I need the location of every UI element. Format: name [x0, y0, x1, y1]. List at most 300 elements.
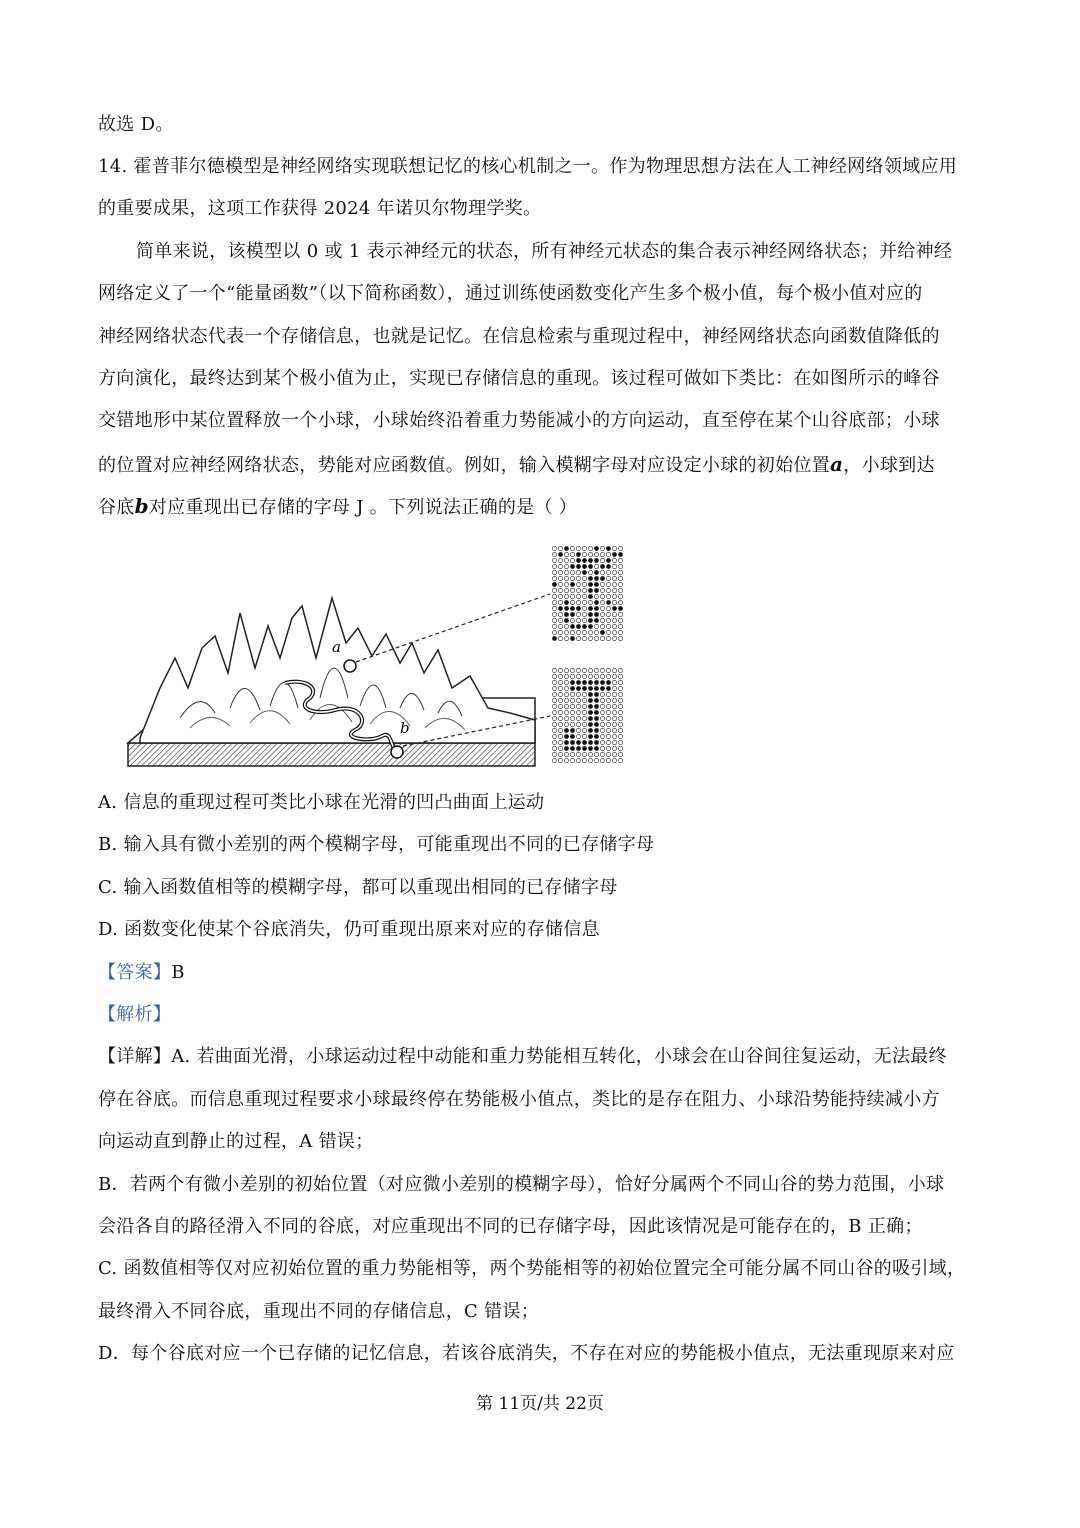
grid-dot	[588, 606, 592, 610]
grid-dot	[558, 692, 562, 696]
option-b: B. 输入具有微小差别的两个模糊字母，可能重现出不同的已存储字母	[98, 834, 655, 855]
grid-dot	[606, 600, 610, 604]
detail-line-7: 最终滑入不同谷底，重现出不同的存储信息，C 错误；	[98, 1301, 539, 1322]
grid-dot	[582, 558, 586, 562]
grid-dot	[594, 570, 598, 574]
grid-dot	[582, 636, 586, 640]
grid-dot	[618, 600, 622, 604]
grid-dot	[558, 546, 562, 550]
grid-dot	[564, 636, 568, 640]
grid-dot	[600, 576, 604, 580]
grid-dot	[600, 600, 604, 604]
grid-dot	[582, 722, 586, 726]
grid-dot	[558, 698, 562, 702]
grid-dot	[612, 606, 616, 610]
grid-dot	[588, 752, 592, 756]
grid-dot	[594, 686, 598, 690]
grid-dot	[570, 594, 574, 598]
grid-dot	[594, 618, 598, 622]
grid-dot	[618, 698, 622, 702]
grid-dot	[612, 704, 616, 708]
grid-dot	[582, 698, 586, 702]
detail-line-8: D．每个谷底对应一个已存储的记忆信息，若该谷底消失，不存在对应的势能极小值点，无法重现原来对应	[98, 1343, 955, 1364]
grid-dot	[552, 630, 556, 634]
grid-dot	[576, 600, 580, 604]
grid-dot	[606, 570, 610, 574]
grid-dot	[618, 734, 622, 738]
question-14-para-line-7	[98, 494, 577, 520]
grid-dot	[606, 636, 610, 640]
grid-dot	[618, 752, 622, 756]
grid-dot	[558, 630, 562, 634]
grid-dot	[552, 606, 556, 610]
grid-dot	[558, 618, 562, 622]
grid-dot	[576, 668, 580, 672]
grid-dot	[570, 674, 574, 678]
grid-dot	[576, 740, 580, 744]
grid-dot	[618, 668, 622, 672]
grid-dot	[588, 716, 592, 720]
grid-dot	[612, 576, 616, 580]
grid-dot	[582, 740, 586, 744]
grid-dot	[600, 612, 604, 616]
grid-dot	[570, 746, 574, 750]
grid-dot	[606, 558, 610, 562]
grid-dot	[570, 600, 574, 604]
grid-dot	[588, 686, 592, 690]
grid-dot	[582, 588, 586, 592]
grid-dot	[558, 612, 562, 616]
grid-dot	[552, 710, 556, 714]
grid-dot	[564, 674, 568, 678]
grid-dot	[612, 558, 616, 562]
grid-dot	[558, 752, 562, 756]
grid-dot	[594, 728, 598, 732]
grid-dot	[588, 680, 592, 684]
grid-dot	[570, 564, 574, 568]
grid-dot	[576, 546, 580, 550]
grid-dot	[564, 752, 568, 756]
para-line-7-tail: 对应重现出已存储的字母 J 。下列说法正确的是（ ）	[148, 497, 578, 518]
grid-dot	[576, 576, 580, 580]
grid-dot	[600, 740, 604, 744]
grid-dot	[582, 668, 586, 672]
grid-dot	[612, 668, 616, 672]
text-line-conclusion: 故选 D。	[98, 114, 174, 135]
grid-dot	[594, 692, 598, 696]
grid-dot	[600, 552, 604, 556]
grid-dot	[570, 630, 574, 634]
grid-dot	[558, 576, 562, 580]
grid-dot	[552, 576, 556, 580]
grid-dot	[594, 594, 598, 598]
grid-dot	[606, 704, 610, 708]
grid-dot	[594, 636, 598, 640]
grid-dot	[612, 692, 616, 696]
grid-dot	[570, 686, 574, 690]
grid-dot	[588, 636, 592, 640]
grid-dot	[558, 552, 562, 556]
grid-dot	[576, 686, 580, 690]
grid-dot	[564, 564, 568, 568]
grid-dot	[588, 704, 592, 708]
grid-dot	[612, 698, 616, 702]
grid-dot	[618, 612, 622, 616]
grid-dot	[582, 716, 586, 720]
grid-dot	[618, 546, 622, 550]
grid-dot	[582, 710, 586, 714]
grid-dot	[570, 582, 574, 586]
grid-dot	[588, 618, 592, 622]
grid-dot	[564, 588, 568, 592]
grid-dot	[558, 674, 562, 678]
grid-dot	[582, 594, 586, 598]
grid-dot	[552, 558, 556, 562]
grid-dot	[570, 570, 574, 574]
question-14-para-line-2: 网络定义了一个“能量函数”（以下简称函数），通过训练使函数变化产生多个极小值，每个极小值对应的	[98, 283, 923, 304]
detail-text-1: A. 若曲面光滑，小球运动过程中动能和重力势能相互转化，小球会在山谷间往复运动，无法最终	[171, 1046, 947, 1067]
grid-dot	[600, 594, 604, 598]
grid-dot	[552, 600, 556, 604]
grid-dot	[588, 630, 592, 634]
grid-dot	[612, 740, 616, 744]
detail-line-3: 向运动直到静止的过程，A 错误；	[98, 1131, 374, 1152]
grid-dot	[558, 740, 562, 744]
grid-dot	[576, 588, 580, 592]
grid-dot	[564, 698, 568, 702]
grid-dot	[606, 710, 610, 714]
grid-dot	[558, 564, 562, 568]
detail-line-5: 会沿各自的路径滑入不同的谷底，对应重现出不同的已存储字母，因此该情况是可能存在的，B 正确；	[98, 1216, 923, 1237]
grid-dot	[606, 740, 610, 744]
grid-dot	[618, 716, 622, 720]
grid-dot	[558, 624, 562, 628]
grid-dot	[588, 698, 592, 702]
grid-dot	[618, 722, 622, 726]
question-14-para-line-6	[98, 452, 935, 478]
grid-dot	[570, 624, 574, 628]
grid-dot	[582, 570, 586, 574]
grid-dot	[606, 686, 610, 690]
detail-tag: 【详解】	[98, 1046, 172, 1067]
grid-dot	[612, 752, 616, 756]
grid-dot	[570, 552, 574, 556]
grid-dot	[558, 734, 562, 738]
grid-dot	[600, 758, 604, 762]
grid-dot	[552, 680, 556, 684]
grid-dot	[564, 710, 568, 714]
grid-dot	[600, 588, 604, 592]
grid-dot	[564, 758, 568, 762]
grid-dot	[594, 710, 598, 714]
grid-dot	[612, 710, 616, 714]
detail-line-6: C. 函数值相等仅对应初始位置的重力势能相等，两个势能相等的初始位置完全可能分属不同山谷的吸引域，	[98, 1258, 966, 1279]
grid-dot	[588, 746, 592, 750]
grid-dot	[552, 698, 556, 702]
grid-dot	[570, 588, 574, 592]
grid-dot	[588, 728, 592, 732]
grid-dot	[606, 746, 610, 750]
grid-dot	[606, 716, 610, 720]
grid-dot	[582, 576, 586, 580]
grid-dot	[576, 734, 580, 738]
grid-dot	[576, 558, 580, 562]
grid-dot	[570, 636, 574, 640]
grid-dot	[618, 582, 622, 586]
detail-line-4: B．若两个有微小差别的初始位置（对应微小差别的模糊字母），恰好分属两个不同山谷的势力范围，小球	[98, 1174, 945, 1195]
grid-dot	[588, 668, 592, 672]
grid-dot	[558, 636, 562, 640]
grid-dot	[606, 594, 610, 598]
grid-dot	[618, 740, 622, 744]
grid-dot	[618, 630, 622, 634]
grid-dot	[606, 630, 610, 634]
pixel-grid-fuzzy-letter	[550, 544, 625, 643]
grid-dot	[606, 722, 610, 726]
grid-dot	[576, 552, 580, 556]
grid-dot	[594, 546, 598, 550]
grid-dot	[588, 734, 592, 738]
grid-dot	[558, 746, 562, 750]
grid-dot	[618, 728, 622, 732]
grid-dot	[564, 668, 568, 672]
landscape-illustration	[120, 538, 640, 774]
grid-dot	[618, 618, 622, 622]
grid-dot	[594, 746, 598, 750]
grid-dot	[606, 734, 610, 738]
grid-dot	[552, 734, 556, 738]
page-footer: 第 11页/共 22页	[476, 1394, 604, 1414]
grid-dot	[582, 564, 586, 568]
grid-dot	[606, 752, 610, 756]
grid-dot	[588, 564, 592, 568]
grid-dot	[582, 618, 586, 622]
grid-dot	[612, 734, 616, 738]
grid-dot	[576, 698, 580, 702]
grid-dot	[564, 558, 568, 562]
grid-dot	[582, 552, 586, 556]
para-line-6-text: 的位置对应神经网络状态，势能对应函数值。例如，输入模糊字母对应设定小球的初始位置	[98, 455, 830, 476]
grid-dot	[618, 692, 622, 696]
grid-dot	[570, 612, 574, 616]
grid-dot	[564, 552, 568, 556]
grid-dot	[600, 728, 604, 732]
grid-dot	[606, 582, 610, 586]
grid-dot	[564, 680, 568, 684]
grid-dot	[618, 558, 622, 562]
grid-dot	[600, 674, 604, 678]
grid-dot	[564, 746, 568, 750]
grid-dot	[564, 716, 568, 720]
grid-dot	[570, 722, 574, 726]
grid-dot	[576, 606, 580, 610]
grid-dot	[552, 612, 556, 616]
grid-dot	[600, 704, 604, 708]
grid-dot	[552, 588, 556, 592]
grid-dot	[576, 570, 580, 574]
grid-dot	[588, 588, 592, 592]
grid-dot	[552, 582, 556, 586]
grid-dot	[582, 630, 586, 634]
grid-dot	[618, 680, 622, 684]
grid-dot	[588, 552, 592, 556]
grid-dot	[588, 582, 592, 586]
grid-dot	[558, 588, 562, 592]
grid-dot	[576, 680, 580, 684]
grid-dot	[576, 758, 580, 762]
grid-dot	[552, 728, 556, 732]
grid-dot	[558, 570, 562, 574]
grid-dot	[564, 686, 568, 690]
grid-dot	[582, 674, 586, 678]
grid-dot	[612, 624, 616, 628]
grid-dot	[570, 752, 574, 756]
grid-dot	[576, 716, 580, 720]
grid-dot	[600, 558, 604, 562]
grid-dot	[552, 624, 556, 628]
grid-dot	[606, 668, 610, 672]
grid-dot	[606, 576, 610, 580]
option-a: A. 信息的重现过程可类比小球在光滑的凹凸曲面上运动	[98, 792, 545, 813]
grid-dot	[612, 728, 616, 732]
option-c: C. 输入函数值相等的模糊字母，都可以重现出相同的已存储字母	[98, 877, 618, 898]
grid-dot	[552, 594, 556, 598]
grid-dot	[606, 618, 610, 622]
grid-dot	[612, 588, 616, 592]
grid-dot	[558, 600, 562, 604]
ball-b	[391, 746, 403, 758]
grid-dot	[564, 740, 568, 744]
grid-dot	[558, 594, 562, 598]
grid-dot	[570, 710, 574, 714]
grid-dot	[588, 758, 592, 762]
grid-dot	[576, 674, 580, 678]
grid-dot	[618, 564, 622, 568]
grid-dot	[582, 624, 586, 628]
grid-dot	[594, 558, 598, 562]
grid-dot	[564, 704, 568, 708]
grid-dot	[600, 698, 604, 702]
grid-dot	[582, 582, 586, 586]
grid-dot	[600, 734, 604, 738]
grid-dot	[588, 612, 592, 616]
grid-dot	[594, 668, 598, 672]
grid-dot	[552, 722, 556, 726]
grid-dot	[564, 570, 568, 574]
grid-dot	[600, 546, 604, 550]
grid-dot	[552, 570, 556, 574]
grid-dot	[552, 752, 556, 756]
grid-dot	[618, 674, 622, 678]
grid-dot	[618, 606, 622, 610]
variable-a: a	[830, 452, 844, 476]
grid-dot	[606, 552, 610, 556]
grid-dot	[618, 594, 622, 598]
grid-dot	[612, 746, 616, 750]
grid-dot	[606, 546, 610, 550]
grid-dot	[564, 722, 568, 726]
grid-dot	[618, 588, 622, 592]
grid-dot	[594, 716, 598, 720]
grid-dot	[606, 564, 610, 568]
grid-dot	[600, 582, 604, 586]
grid-dot	[612, 618, 616, 622]
grid-dot	[594, 722, 598, 726]
terrain-base-front	[128, 743, 535, 766]
grid-dot	[612, 630, 616, 634]
grid-dot	[564, 576, 568, 580]
question-14-para-line-3: 神经网络状态代表一个存储信息，也就是记忆。在信息检索与重现过程中，神经网络状态向函数值降低的	[98, 326, 940, 347]
grid-dot	[606, 692, 610, 696]
grid-dot	[606, 758, 610, 762]
grid-dot	[594, 734, 598, 738]
grid-dot	[612, 722, 616, 726]
grid-dot	[582, 612, 586, 616]
grid-dot	[600, 618, 604, 622]
grid-dot	[582, 734, 586, 738]
grid-dot	[570, 618, 574, 622]
grid-dot	[594, 588, 598, 592]
grid-dot	[570, 704, 574, 708]
grid-dot	[582, 728, 586, 732]
grid-dot	[594, 704, 598, 708]
detail-line-1	[98, 1045, 947, 1069]
grid-dot	[600, 746, 604, 750]
grid-dot	[612, 612, 616, 616]
grid-dot	[612, 758, 616, 762]
grid-dot	[558, 758, 562, 762]
grid-dot	[552, 618, 556, 622]
grid-dot	[618, 686, 622, 690]
grid-dot	[552, 564, 556, 568]
question-14-para-line-1: 简单来说，该模型以 0 或 1 表示神经元的状态，所有神经元状态的集合表示神经网络状态；并给神经	[136, 241, 953, 262]
grid-dot	[588, 570, 592, 574]
grid-dot	[594, 698, 598, 702]
grid-dot	[570, 716, 574, 720]
grid-dot	[594, 752, 598, 756]
grid-dot	[576, 612, 580, 616]
variable-b: b	[134, 494, 149, 518]
grid-dot	[594, 606, 598, 610]
grid-dot	[618, 710, 622, 714]
grid-dot	[612, 552, 616, 556]
grid-dot	[570, 558, 574, 562]
grid-dot	[588, 740, 592, 744]
question-14-stem-line-1: 14. 霍普菲尔德模型是神经网络实现联想记忆的核心机制之一。作为物理思想方法在人工神经网络领域应用	[98, 156, 958, 177]
grid-dot	[564, 624, 568, 628]
grid-dot	[576, 692, 580, 696]
grid-dot	[612, 582, 616, 586]
grid-dot	[564, 728, 568, 732]
grid-dot	[576, 624, 580, 628]
grid-dot	[618, 636, 622, 640]
grid-dot	[552, 692, 556, 696]
grid-dot	[588, 546, 592, 550]
grid-dot	[606, 606, 610, 610]
grid-dot	[564, 546, 568, 550]
analysis-tag: 【解析】	[98, 1004, 172, 1025]
grid-dot	[594, 624, 598, 628]
grid-dot	[570, 734, 574, 738]
grid-dot	[618, 624, 622, 628]
grid-dot	[570, 576, 574, 580]
answer-tag: 【答案】	[98, 962, 172, 983]
grid-dot	[594, 600, 598, 604]
grid-dot	[582, 692, 586, 696]
grid-dot	[612, 686, 616, 690]
grid-dot	[564, 630, 568, 634]
grid-dot	[570, 692, 574, 696]
